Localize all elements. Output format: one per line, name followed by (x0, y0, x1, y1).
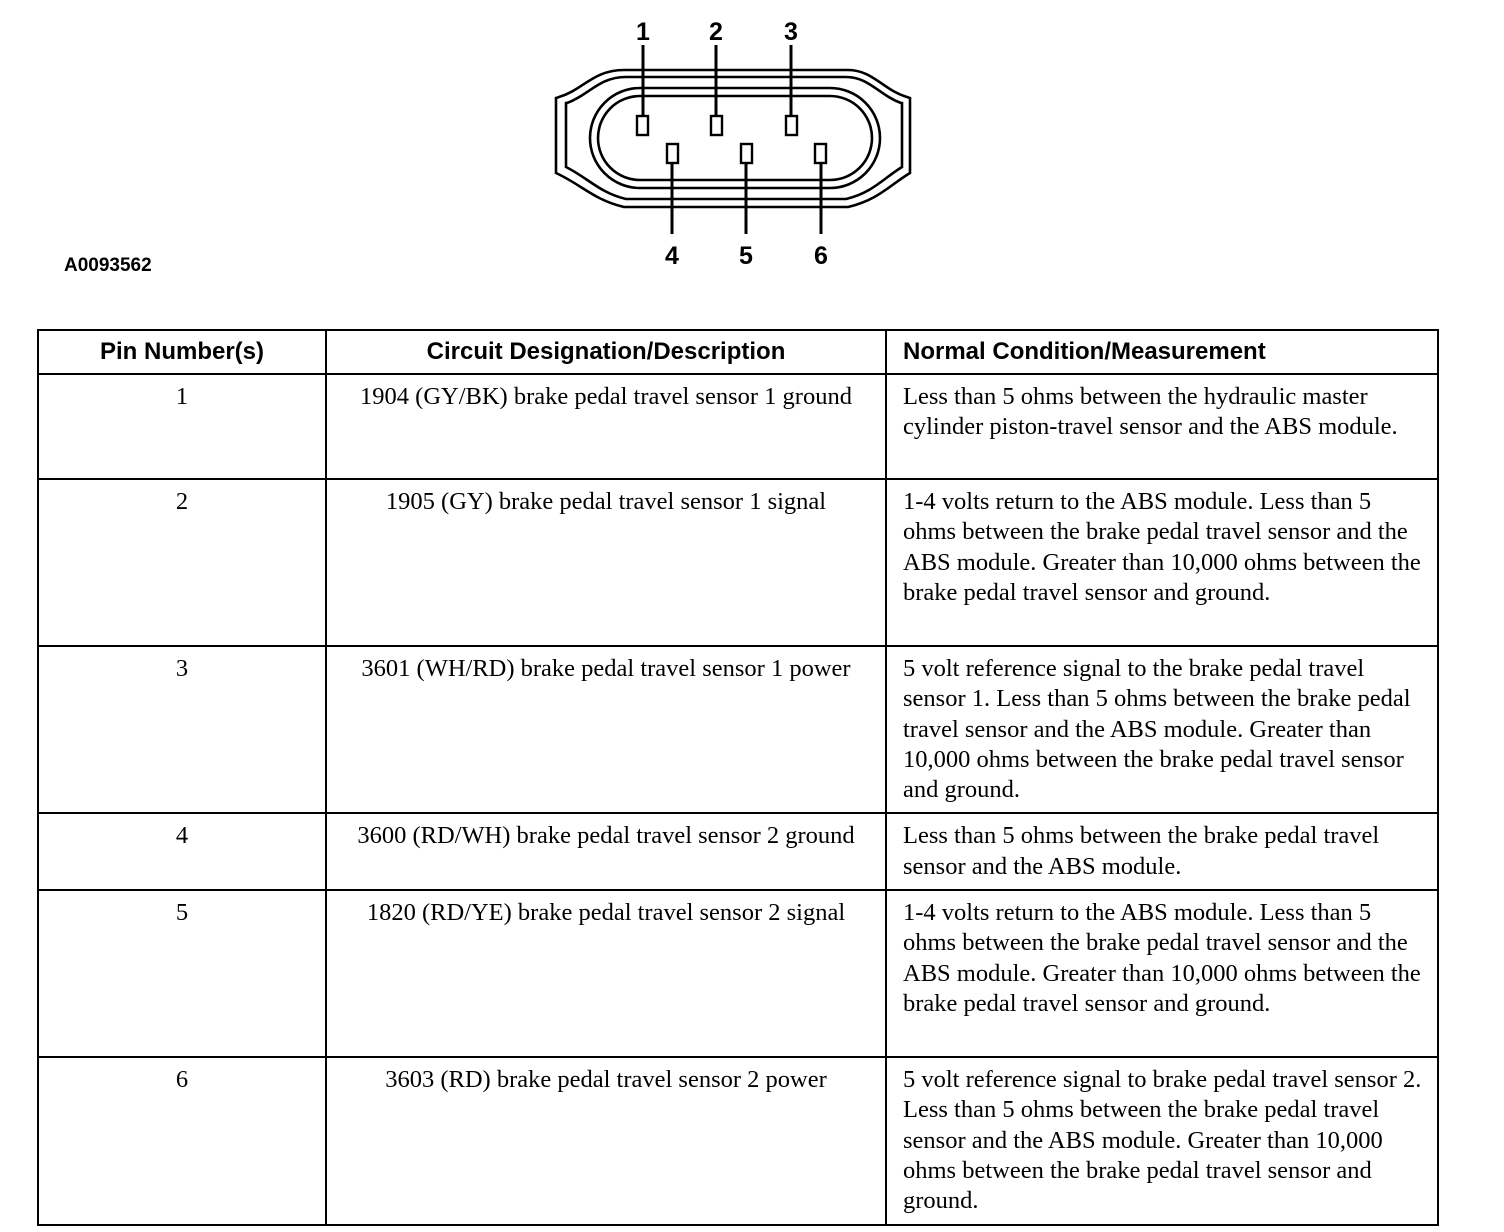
table-row (38, 374, 1438, 479)
cell-pin: 4 (38, 813, 326, 890)
table-row (38, 813, 1438, 890)
cell-condition: 5 volt reference signal to brake pedal travel sensor 2. Less than 5 ohms between the brake pedal travel sensor and the ABS module. Greater than 10,000 ohms between the brake pedal travel sensor and ground. (886, 1057, 1438, 1224)
cell-circuit: 3601 (WH/RD) brake pedal travel sensor 1 power (326, 646, 886, 813)
table-row (38, 646, 1438, 813)
cell-condition: Less than 5 ohms between the brake pedal travel sensor and the ABS module. (886, 813, 1438, 890)
header-pin-number: Pin Number(s) (38, 330, 326, 374)
pin-table (37, 329, 1439, 1226)
connector-outer-shell (556, 70, 910, 207)
pin-cavity (590, 88, 880, 188)
figure-id: A0093562 (64, 255, 152, 276)
cell-condition: 5 volt reference signal to the brake pedal travel sensor 1. Less than 5 ohms between the brake pedal travel sensor and the ABS module. Greater than 10,000 ohms between the brake pedal travel sensor and ground. (886, 646, 1438, 813)
connector-diagram (0, 0, 1504, 300)
pin-label-2: 2 (709, 18, 723, 46)
cell-pin: 6 (38, 1057, 326, 1224)
pin-2 (711, 45, 722, 135)
pin-label-4: 4 (665, 242, 679, 270)
pin-label-5: 5 (739, 242, 753, 270)
header-circuit: Circuit Designation/Description (326, 330, 886, 374)
cell-pin: 1 (38, 374, 326, 479)
cell-pin: 5 (38, 890, 326, 1057)
cell-condition: Less than 5 ohms between the hydraulic master cylinder piston-travel sensor and the ABS module. (886, 374, 1438, 479)
cell-circuit: 1820 (RD/YE) brake pedal travel sensor 2 signal (326, 890, 886, 1057)
pin-label-1: 1 (636, 18, 650, 46)
header-condition: Normal Condition/Measurement (886, 330, 1438, 374)
pin-cavity-inner (598, 96, 872, 180)
pin-3 (786, 45, 797, 135)
cell-circuit: 3600 (RD/WH) brake pedal travel sensor 2 ground (326, 813, 886, 890)
cell-condition: 1-4 volts return to the ABS module. Less than 5 ohms between the brake pedal travel sensor and the ABS module. Greater than 10,000 ohms between the brake pedal travel sensor and ground. (886, 890, 1438, 1057)
cell-condition: 1-4 volts return to the ABS module. Less than 5 ohms between the brake pedal travel sensor and the ABS module. Greater than 10,000 ohms between the brake pedal travel sensor and ground. (886, 479, 1438, 646)
table-row (38, 1057, 1438, 1224)
table-header-row (38, 330, 1438, 374)
cell-pin: 3 (38, 646, 326, 813)
pin-label-6: 6 (814, 242, 828, 270)
table-row (38, 479, 1438, 646)
pin-label-3: 3 (784, 18, 798, 46)
table-row (38, 890, 1438, 1057)
pin-1 (637, 45, 648, 135)
cell-pin: 2 (38, 479, 326, 646)
cell-circuit: 1904 (GY/BK) brake pedal travel sensor 1 ground (326, 374, 886, 479)
cell-circuit: 3603 (RD) brake pedal travel sensor 2 power (326, 1057, 886, 1224)
cell-circuit: 1905 (GY) brake pedal travel sensor 1 signal (326, 479, 886, 646)
